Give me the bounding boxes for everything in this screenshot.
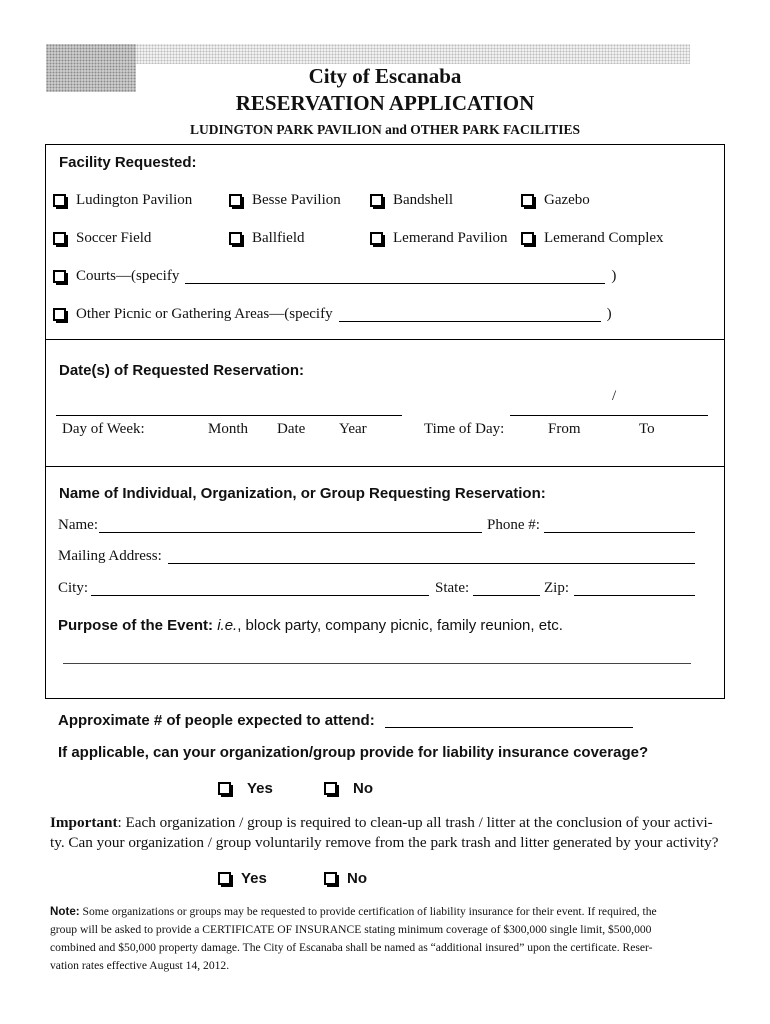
facility-option-lemerand-pavilion[interactable]: Lemerand Pavilion xyxy=(370,230,508,247)
facility-option-bandshell[interactable]: Bandshell xyxy=(370,192,453,209)
dates-heading: Date(s) of Requested Reservation: xyxy=(59,362,305,379)
dates-section xyxy=(45,339,725,467)
time-of-day-label: Time of Day: xyxy=(424,421,505,437)
requester-heading: Name of Individual, Organization, or Group Requesting Reservation: xyxy=(59,485,546,502)
zip-field[interactable] xyxy=(574,595,695,596)
facility-option-ballfield[interactable]: Ballfield xyxy=(229,230,305,247)
checkbox-icon[interactable] xyxy=(53,270,66,283)
to-label: To xyxy=(639,421,655,437)
facility-option-ludington-pavilion[interactable]: Ludington Pavilion xyxy=(53,192,192,209)
form-title: City of Escanaba xyxy=(308,64,462,88)
note-line-1: Note: Some organizations or groups may be requested to provide certification of liability insurance for their event. If required, the xyxy=(50,905,657,918)
courts-specify-field[interactable] xyxy=(185,270,605,284)
note-line-4: vation rates effective August 14, 2012. xyxy=(50,959,230,972)
name-label: Name: xyxy=(58,517,98,533)
checkbox-icon[interactable] xyxy=(370,194,383,207)
time-entry-line[interactable] xyxy=(510,415,708,416)
month-label: Month xyxy=(208,421,249,437)
other-areas-specify-field[interactable] xyxy=(339,308,601,322)
phone-label: Phone #: xyxy=(487,517,540,533)
checkbox-icon[interactable] xyxy=(229,232,242,245)
note-line-2: group will be asked to provide a CERTIFICATE OF INSURANCE stating minimum coverage of $300,000 single limit, $500,000 xyxy=(50,923,652,936)
insurance-yes-option[interactable]: Yes xyxy=(218,780,273,797)
attendance-field[interactable] xyxy=(385,727,633,728)
purpose-label: Purpose of the Event: xyxy=(58,617,214,634)
checkbox-icon[interactable] xyxy=(324,782,337,795)
cleanup-line-2: ty. Can your organization / group voluntarily remove from the park trash and litter generated by your activity? xyxy=(50,834,719,851)
city-label: City: xyxy=(58,580,89,596)
date-entry-line[interactable] xyxy=(56,415,402,416)
note-label: Note: xyxy=(50,905,80,918)
cleanup-yes-option[interactable]: Yes xyxy=(218,870,267,887)
checkbox-icon[interactable] xyxy=(324,872,337,885)
state-field[interactable] xyxy=(473,595,540,596)
cleanup-line-1: Important: Each organization / group is required to clean-up all trash / litter at the conclusion of your activi- xyxy=(50,814,713,831)
facility-option-besse-pavilion[interactable]: Besse Pavilion xyxy=(229,192,341,209)
insurance-question: If applicable, can your organization/group provide for liability insurance coverage? xyxy=(58,744,649,761)
checkbox-icon[interactable] xyxy=(370,232,383,245)
city-field[interactable] xyxy=(91,595,429,596)
mailing-address-field[interactable] xyxy=(168,563,695,564)
important-label: Important xyxy=(50,814,118,831)
facility-option-courts[interactable]: Courts—(specify ) xyxy=(53,268,616,285)
checkbox-icon[interactable] xyxy=(53,194,66,207)
facility-heading: Facility Requested: xyxy=(59,154,197,171)
checkbox-icon[interactable] xyxy=(521,194,534,207)
facility-option-soccer-field[interactable]: Soccer Field xyxy=(53,230,151,247)
facility-option-gazebo[interactable]: Gazebo xyxy=(521,192,590,209)
cleanup-no-option[interactable]: No xyxy=(324,870,367,887)
year-label: Year xyxy=(339,421,367,437)
facility-option-lemerand-complex[interactable]: Lemerand Complex xyxy=(521,230,664,247)
from-label: From xyxy=(548,421,581,437)
state-label: State: xyxy=(435,580,470,596)
attendance-label: Approximate # of people expected to attend: xyxy=(58,712,375,729)
mailing-address-label: Mailing Address: xyxy=(58,548,162,564)
form-subtitle: RESERVATION APPLICATION xyxy=(235,91,535,115)
facilities-line: LUDINGTON PARK PAVILION and OTHER PARK FACILITIES xyxy=(189,122,581,137)
phone-field[interactable] xyxy=(544,532,695,533)
facility-option-other-areas[interactable]: Other Picnic or Gathering Areas—(specify ) xyxy=(53,306,612,323)
checkbox-icon[interactable] xyxy=(218,782,231,795)
zip-label: Zip: xyxy=(544,580,569,596)
time-slash: / xyxy=(612,388,617,404)
name-field[interactable] xyxy=(99,532,482,533)
checkbox-icon[interactable] xyxy=(218,872,231,885)
date-label: Date xyxy=(277,421,306,437)
day-of-week-label: Day of Week: xyxy=(62,421,145,437)
insurance-no-option[interactable]: No xyxy=(324,780,373,797)
purpose-field[interactable] xyxy=(63,663,691,664)
note-line-3: combined and $50,000 property damage. The City of Escanaba shall be named as “additional insured” upon the certificate. Reser- xyxy=(50,941,653,954)
checkbox-icon[interactable] xyxy=(521,232,534,245)
purpose-line: Purpose of the Event: i.e., block party, company picnic, family reunion, etc. xyxy=(58,617,563,634)
checkbox-icon[interactable] xyxy=(53,308,66,321)
checkbox-icon[interactable] xyxy=(229,194,242,207)
checkbox-icon[interactable] xyxy=(53,232,66,245)
